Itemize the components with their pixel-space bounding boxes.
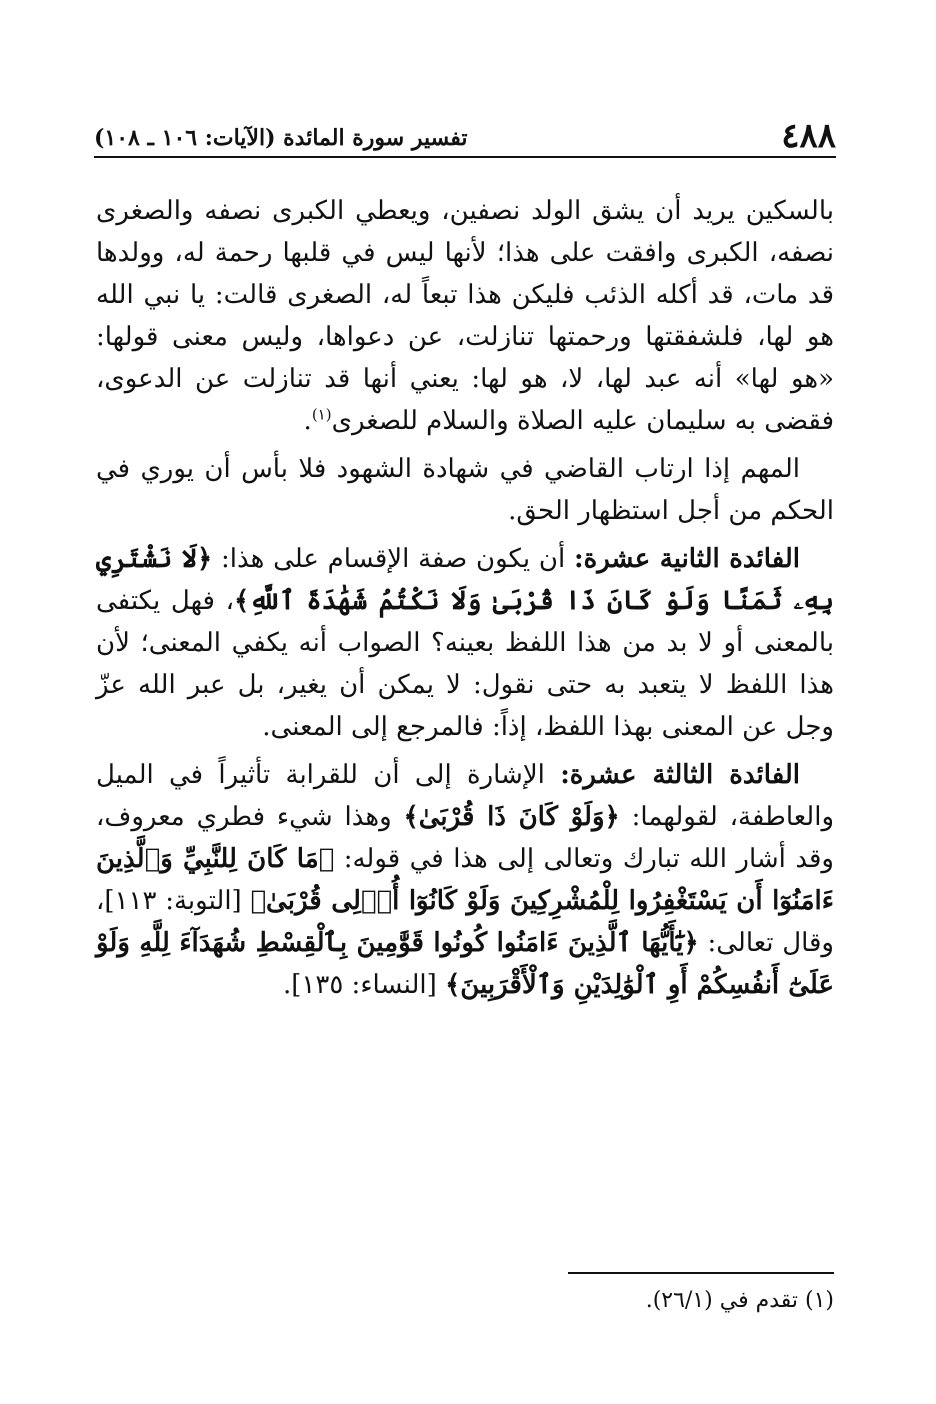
- paragraph-text: ، فهل يكتفى بالمعنى أو لا بد من هذا اللفظ بعينه؟ الصواب أنه يكفي المعنى؛ لأن هذا اللفظ لا يتعبد به حتى نقول: لا يمكن أن يغير، بل عبر الله عزّ وجل عن المعنى بهذا اللفظ، إذاً: فالمرجع إلى المعنى.: [96, 586, 834, 742]
- page-header: [94, 112, 836, 158]
- running-title: تفسير سورة المائدة (الآيات: ١٠٦ ـ ١٠٨): [94, 125, 468, 151]
- quran-verse: ﴿يَٰٓأَيُّهَا ٱلَّذِينَ ءَامَنُوا كُونُوا قَوَّٰمِينَ بِٱلْقِسْطِ شُهَدَآءَ لِلَّهِ وَلَوْ عَلَىٰٓ أَنفُسِكُمْ أَوِ ٱلْوَٰلِدَيْنِ وَٱلْأَقْرَبِينَ﴾: [96, 928, 834, 1000]
- paragraph-text: وهذا شيء فطري معروف، وقد أشار الله تبارك وتعالى إلى هذا في قوله:: [96, 802, 834, 874]
- quran-verse: ﴿لَا نَشْتَرِي بِهِۦ ثَمَنًا وَلَوْ كَانَ ذَا قُرْبَىٰ وَلَا نَكْتُمُ شَهَٰدَةَ ٱللَّهِ﴾: [96, 544, 834, 616]
- paragraph-1: [96, 190, 834, 442]
- quran-verse: ﴿مَا كَانَ لِلنَّبِيِّ وَٱلَّذِينَ ءَامَنُوٓا أَن يَسْتَغْفِرُوا لِلْمُشْرِكِينَ وَلَوْ كَانُوٓا أُو۟لِى قُرْبَىٰ﴾: [96, 844, 834, 916]
- benefit-heading: الفائدة الثالثة عشرة:: [560, 760, 800, 790]
- paragraph-text: الإشارة إلى أن للقرابة تأثيراً في الميل والعاطفة، لقولهما:: [96, 760, 835, 832]
- paragraph-text: بالسكين يريد أن يشق الولد نصفين، ويعطي الكبرى نصفه والصغرى نصفه، الكبرى وافقت على هذا؛ لأنها ليس في قلبها رحمة له، وولدها قد مات، قد أكله الذئب فليكن هذا تبعاً له، الصغرى قالت: يا نبي الله هو لها، فلشفقتها ورحمتها تنازلت، عن دعواها، وليس معنى قولها: «هو لها» أنه عبد لها، لا، هو لها: يعني أنها قد تنازلت عن الدعوى، فقضى به سليمان عليه الصلاة والسلام للصغرى: [96, 196, 834, 436]
- paragraph-2: [96, 448, 834, 532]
- paragraph-end: .: [303, 406, 312, 436]
- paragraph-text: أن يكون صفة الإقسام على هذا:: [212, 544, 574, 574]
- paragraph-text: المهم إذا ارتاب القاضي في شهادة الشهود فلا بأس أن يوري في الحكم من أجل استظهار الحق.: [96, 454, 834, 526]
- footnote: (١) تقدم في (٢٦/١).: [645, 1288, 834, 1313]
- benefit-heading: الفائدة الثانية عشرة:: [573, 544, 800, 574]
- verse-citation: [النساء: ١٣٥].: [282, 970, 446, 1000]
- main-text: [96, 190, 834, 1012]
- verse-citation: [التوبة: ١١٣]، وقال تعالى:: [96, 886, 834, 958]
- paragraph-4: [96, 754, 834, 1006]
- footnote-divider: [568, 1272, 834, 1274]
- page-number: ٤٨٨: [781, 116, 836, 156]
- paragraph-3: [96, 538, 834, 748]
- quran-verse: ﴿وَلَوْ كَانَ ذَا قُرْبَىٰ﴾: [403, 802, 620, 832]
- footnote-reference: (١): [311, 405, 332, 424]
